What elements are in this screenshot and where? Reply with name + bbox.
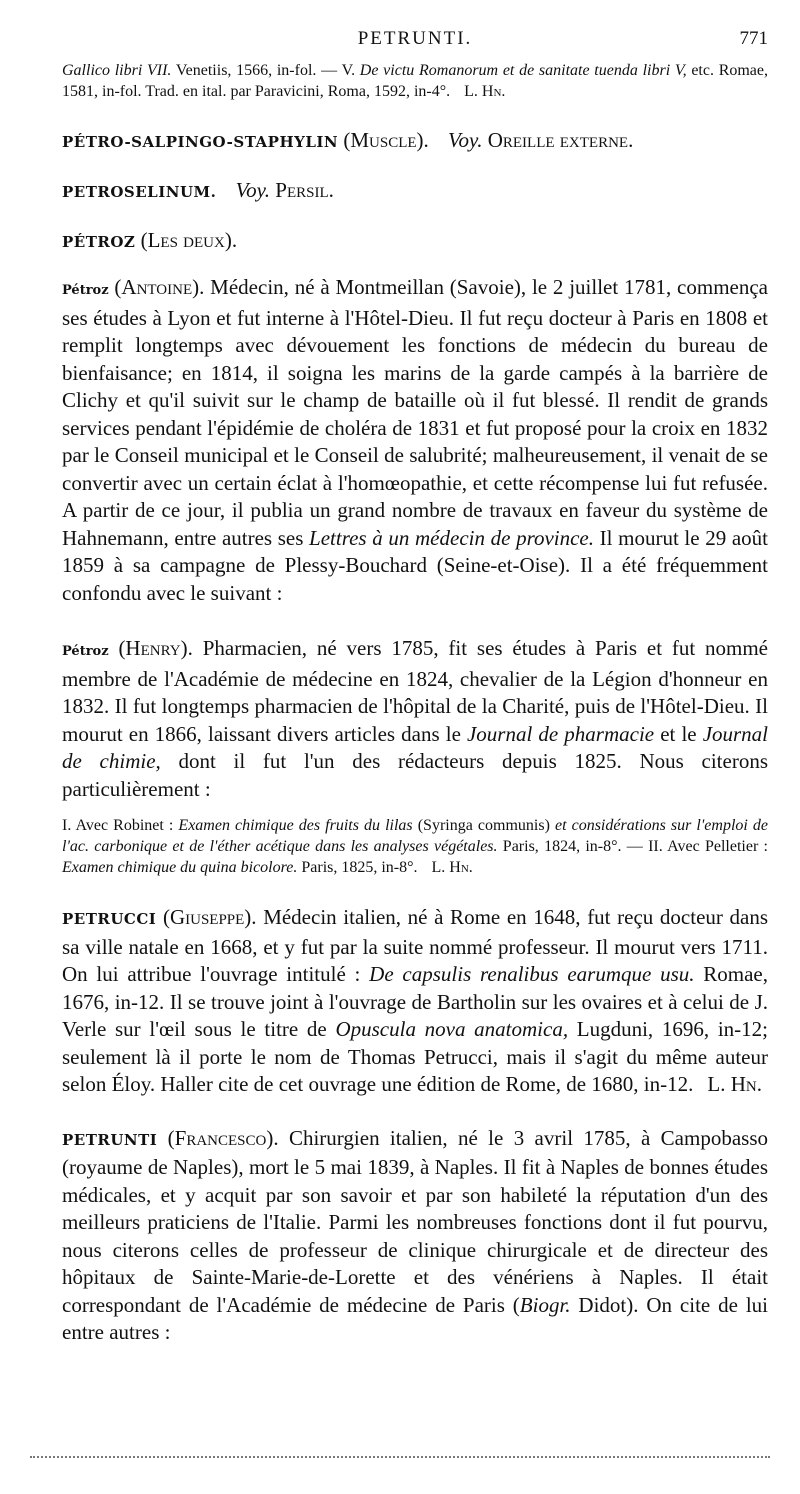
- antoine-italic-1: Lettres à un médecin de province.: [309, 525, 595, 550]
- henry-text-3: dont il fut l'un des rédacteurs depuis 1825. Nous citerons particulièrement :: [62, 749, 768, 801]
- page-header: [62, 28, 768, 58]
- petroselinum-ref: Persil.: [275, 178, 334, 202]
- antoine-paragraph: [62, 274, 768, 607]
- biblio-text-2: (Syringa communis): [412, 817, 555, 834]
- petrunti-given: (Francesco).: [167, 1125, 279, 1150]
- intro-text-2: etc. Romae, 1581, in-fol. Trad. en ital. par Paravicini, Roma, 1592, in-4°.: [62, 62, 769, 100]
- petroselinum-voy: Voy.: [235, 178, 271, 202]
- henry-text-1: Pharmacien, né vers 1785, fit ses études à Paris et fut nommé membre de l'Académie de médecine en 1824, chevalier de la Légion d'honneur en 1832. Il fut longtemps pharmacien de l'hôpital de la Charité, puis de l'Hôtel-Dieu. Il mourut en 1866, laissant divers articles dans le: [62, 636, 768, 746]
- petrunti-paragraph: [62, 1125, 768, 1347]
- antoine-text-2: Il mourut le 29 août 1859 à sa campagne de Plessy-Bouchard (Seine-et-Oise). Il a été fréquemment confondu avec le suivant :: [62, 525, 768, 605]
- petrucci-headword: PETRUCCI: [62, 910, 157, 928]
- antoine-given: (Antoine).: [114, 275, 205, 299]
- henry-bibliography: [62, 815, 768, 878]
- henry-text-2: et le: [654, 721, 703, 746]
- antoine-text-1: Médecin, né à Montmeillan (Savoie), le 2 juillet 1781, commença ses études à Lyon et fut interne à l'Hôtel-Dieu. Il fut reçu docteur à Paris en 1808 et remplit longtemps avec dévouement les fonctions de médecin du bureau de bienfaisance; en 1814, il soigna les marins de la garde campés à la barrière de Clichy et qu'il suivit sur le champ de bataille où il fut blessé. Il rendit de grands services pendant l'épidémie de choléra de 1831 et fut proposé pour la croix en 1832 par le Conseil municipal et le Conseil de salubrité; malheureusement, il venait de se convertir avec un certain éclat à l'homœopathie, et cette récompense lui fut refusée. A partir de ce jour, il publia un grand nombre de travaux en faveur du système de Hahnemann, entre autres ses: [62, 275, 769, 550]
- petrunti-text-1: Chirurgien italien, né le 3 avril 1785, à Campobasso (royaume de Naples), mort le 5 mai 1839, à Naples. Il fit à Naples de bonnes études médicales, et y acquit par son savoir et par son habileté la réputation d'un des meilleurs praticiens de l'Italie. Parmi les nombreuses fonctions dont il fut pourvu, nous citerons celles de professeur de clinique chirurgicale et de directeur des hôpitaux de Sainte-Marie-de-Lorette et des vénériens à Naples. Il était correspondant de l'Académie de médecine de Paris (: [62, 1125, 768, 1317]
- petrucci-text-2: Romae, 1676, in-12. Il se trouve joint à l'ouvrage de Bartholin sur les ovaires et à celui de J. Verle sur l'œil sous le titre de: [62, 962, 768, 1041]
- salpingo-paren: (Muscle).: [343, 128, 429, 152]
- intro-italic-2: De victu Romanorum et de sanitate tuenda libri V,: [359, 62, 687, 79]
- petrunti-text-2: Didot). On cite de lui entre autres :: [62, 1292, 768, 1344]
- biblio-signature: L. Hn.: [431, 859, 473, 876]
- biblio-text-3: Paris, 1824, in-8°. — II. Avec Pelletier :: [497, 838, 768, 855]
- page-number: 771: [739, 28, 768, 49]
- antoine-name: Pétroz: [62, 283, 109, 298]
- intro-signature: L. Hn.: [464, 83, 506, 100]
- intro-paragraph: [62, 60, 768, 102]
- petrucci-signature: L. Hn.: [707, 1072, 762, 1096]
- henry-paragraph: [62, 635, 768, 803]
- page: [62, 28, 768, 1347]
- salpingo-voy: Voy.: [448, 128, 483, 152]
- henry-name: Pétroz: [62, 644, 109, 659]
- petrunti-headword: PETRUNTI: [62, 1130, 158, 1149]
- henry-italic-1: Journal de pharmacie: [466, 721, 655, 746]
- running-title: PETRUNTI.: [357, 28, 473, 49]
- petrucci-text-1: Médecin italien, né à Rome en 1648, fut reçu docteur dans sa ville natale en 1668, et y fut par la suite nommé professeur. Il mourut vers 1711. On lui attribue l'ouvrage intitulé :: [62, 905, 769, 986]
- biblio-text-4: Paris, 1825, in-8°.: [297, 859, 418, 876]
- intro-text-1: Venetiis, 1566, in-fol. — V.: [171, 62, 360, 79]
- henry-italic-2: Journal de chimie,: [62, 721, 769, 773]
- petrucci-italic-1: De capsulis renalibus earumque usu.: [369, 962, 695, 986]
- salpingo-headword: PÉTRO-SALPINGO-STAPHYLIN: [62, 133, 339, 151]
- biblio-text-1: I. Avec Robinet :: [62, 817, 179, 834]
- petrucci-given: (Giuseppe).: [162, 905, 257, 929]
- henry-given: (Henry).: [118, 636, 193, 660]
- petrucci-italic-2: Opuscula nova anatomica,: [335, 1017, 569, 1041]
- biblio-italic-3: Examen chimique du quina bicolore.: [62, 859, 298, 876]
- biblio-italic-2: et considérations sur l'emploi de l'ac. carbonique et de l'éther acétique dans les analyses végétales.: [62, 817, 769, 855]
- biblio-italic-1: Examen chimique des fruits du lilas: [178, 817, 413, 834]
- entry-salpingo: [62, 126, 768, 156]
- salpingo-ref: Oreille externe.: [487, 128, 634, 152]
- petrucci-text-3: Lugduni, 1696, in-12; seulement là il porte le nom de Thomas Petrucci, mais il s'agit du même auteur selon Éloy. Haller cite de cet ouvrage une édition de Rome, de 1680, in-12.: [62, 1017, 768, 1096]
- entry-petroz: [62, 226, 768, 256]
- petrunti-italic-1: Biogr.: [519, 1292, 571, 1317]
- petroz-paren: (Les deux).: [140, 228, 238, 252]
- entry-petroselinum: [62, 176, 768, 206]
- intro-italic-1: Gallico libri VII.: [62, 62, 172, 79]
- petroselinum-headword: PETROSELINUM.: [62, 183, 217, 201]
- petroz-headword: PÉTROZ: [62, 233, 136, 251]
- bottom-dotted-rule: [30, 1456, 770, 1458]
- petrucci-paragraph: [62, 904, 768, 1099]
